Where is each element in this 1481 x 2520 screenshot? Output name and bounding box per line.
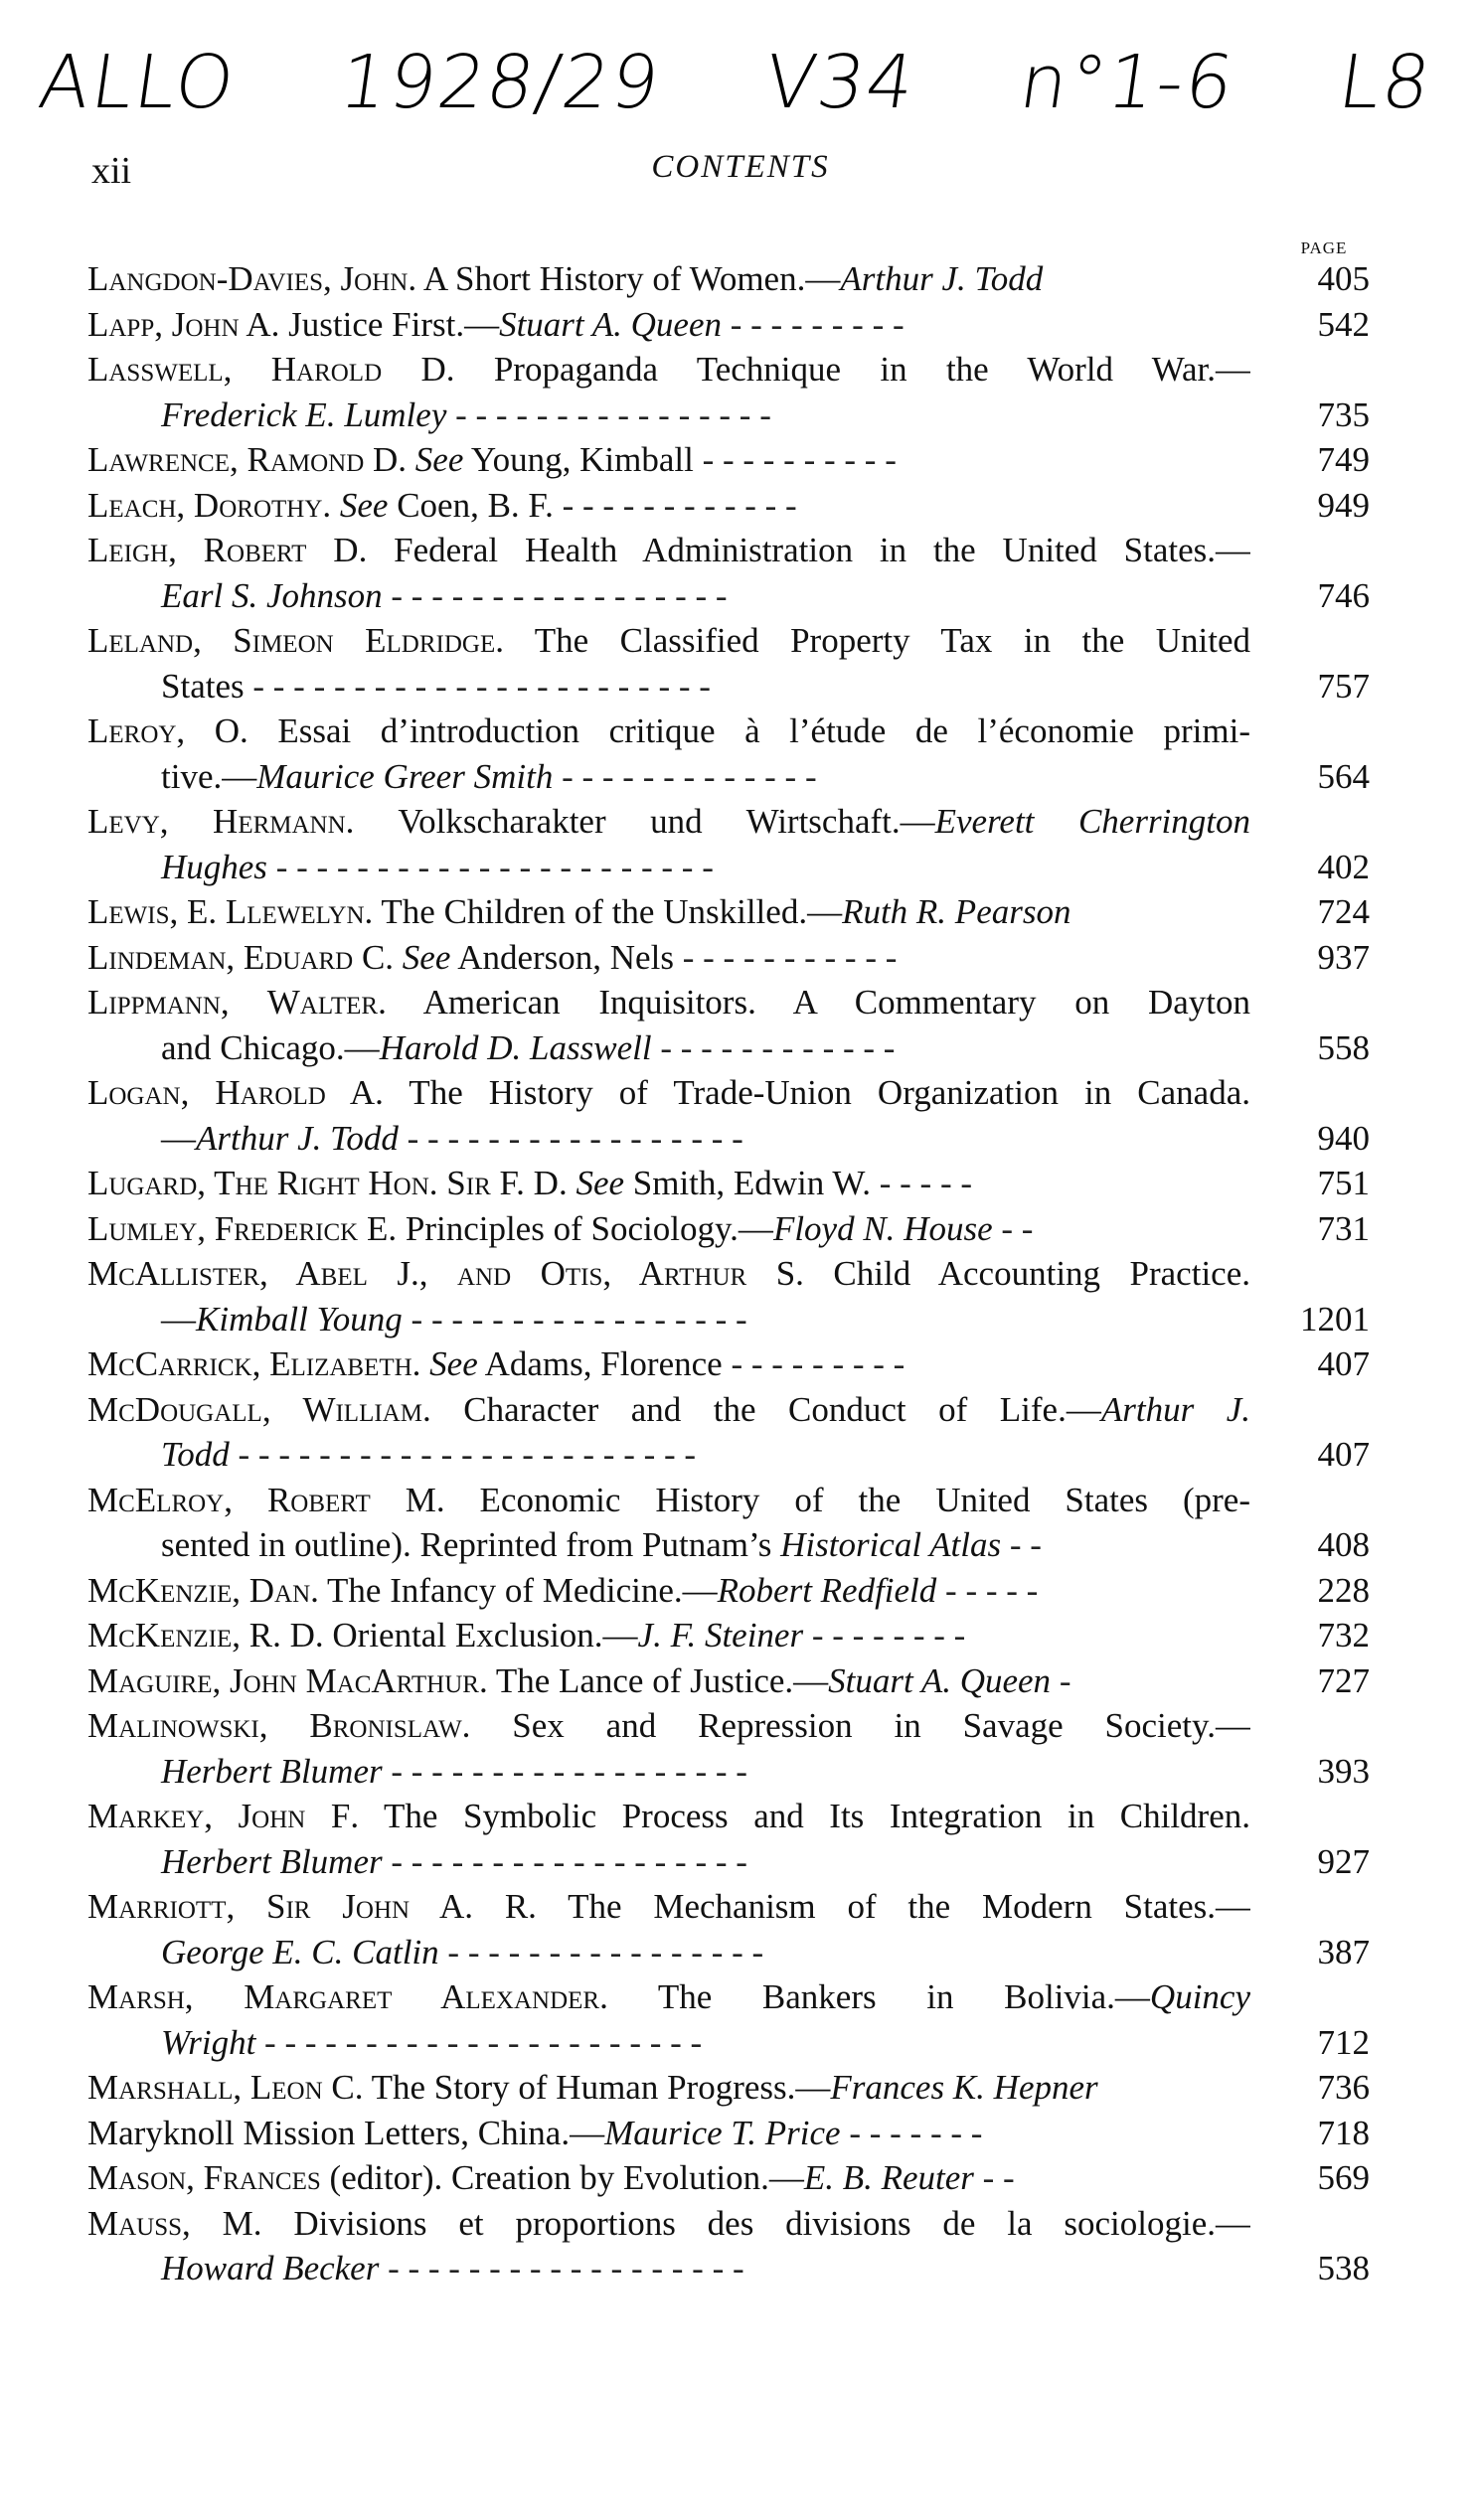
toc-entry-text [87, 1297, 1280, 1342]
toc-entry [87, 1478, 1370, 1568]
toc-line [87, 1930, 1370, 1975]
page-number: 407 [1317, 1344, 1370, 1383]
title-text: . The Story of Human Progress.— [354, 2068, 831, 2107]
title-text: . A Short History of Women.— [408, 259, 841, 298]
toc-entry [87, 709, 1370, 799]
toc-line [87, 1703, 1370, 1749]
reviewer-name: Stuart A. Queen [499, 304, 722, 344]
page-number: 735 [1317, 394, 1370, 434]
toc-entry-text [87, 2020, 1280, 2066]
toc-entry-text [87, 1341, 1250, 1387]
page-number: 538 [1317, 2249, 1370, 2287]
toc-entry [87, 2155, 1370, 2201]
title-text: Adams, Florence [477, 1344, 723, 1383]
toc-entry [87, 1658, 1370, 1704]
toc-entry-text [87, 1161, 1250, 1206]
author-name: Mason, Frances [87, 2158, 321, 2197]
toc-entry-text [87, 573, 1280, 619]
toc-entry-text [87, 1478, 1250, 1523]
leader-dots: - - - - - - - [840, 2113, 983, 2152]
reviewer-name: Maurice Greer Smith [256, 756, 554, 796]
author-name: Lasswell, Harold D [87, 350, 446, 389]
toc-entry [87, 618, 1370, 709]
reviewer-name: Hughes [161, 847, 267, 886]
page-number: 757 [1317, 666, 1370, 706]
toc-line [87, 347, 1370, 393]
reviewer-name: Arthur J. Todd [196, 1118, 399, 1158]
title-text: . Essai d’introduction critique à l’étude de l’économie primi- [240, 711, 1250, 750]
title-text: . The Lance of Justice.— [478, 1660, 829, 1700]
reviewer-name: Earl S. Johnson [161, 575, 383, 615]
author-name: Logan, Harold A [87, 1073, 376, 1112]
toc-entry-text [87, 935, 1250, 981]
toc-entry-text [87, 1432, 1280, 1478]
toc-entry-text [87, 1658, 1250, 1704]
title-text: . [398, 440, 415, 479]
leader-dots: - - - - - - - - - - - - - - - - - - - - - - - [244, 666, 711, 706]
reviewer-name: Todd [161, 1435, 230, 1474]
toc-line [87, 528, 1370, 573]
author-name: Lapp, John A [87, 304, 271, 344]
reviewer-name: Ruth R. Pearson [842, 892, 1071, 931]
toc-entry [87, 889, 1370, 935]
toc-entry [87, 1387, 1370, 1478]
leader-dots: - - - - - - - - [803, 1616, 966, 1654]
toc-entry [87, 1206, 1370, 1252]
toc-entry-text [87, 1613, 1250, 1658]
leader-dots: - - - - - - - - - - - - - - - - - - - - - - [266, 847, 714, 886]
page-folio: xii [91, 150, 132, 192]
title-text: . The Mechanism of the Modern States.— [528, 1887, 1250, 1926]
toc-line [87, 2020, 1370, 2066]
toc-line [87, 2111, 1370, 2156]
toc-entry-text [87, 1703, 1250, 1749]
title-text: . Character and the Conduct of Life.— [421, 1389, 1101, 1429]
toc-entry-text [87, 393, 1280, 438]
title-text: Anderson, Nels [450, 937, 674, 977]
reviewer-name: Quincy [1149, 1977, 1250, 2016]
leader-dots: - - - - - - - - - - - - - - - - [438, 1932, 764, 1971]
toc-entry-text [87, 889, 1250, 935]
leader-dots: - - [1001, 1525, 1042, 1564]
toc-line [87, 2201, 1370, 2247]
page-number: 736 [1317, 2068, 1370, 2107]
reviewer-name: Herbert Blumer [161, 1751, 383, 1791]
reviewer-name: See [414, 440, 464, 479]
toc-line [87, 935, 1370, 981]
reviewer-name: Stuart A. Queen [828, 1660, 1052, 1700]
toc-entry [87, 935, 1370, 981]
reviewer-name: J. F. Steiner [637, 1616, 804, 1654]
toc-entry-text [87, 1206, 1250, 1252]
leader-dots: - - - - - - - - - - - - - - - - - - [379, 2249, 744, 2287]
toc-entry [87, 1703, 1370, 1794]
toc-entry-text [87, 347, 1250, 393]
title-text: Maryknoll Mission Letters, China.— [87, 2113, 605, 2152]
toc-entry-text [87, 1930, 1280, 1975]
toc-line [87, 1613, 1370, 1658]
toc-line [87, 256, 1370, 302]
toc-entry-text [87, 618, 1250, 664]
author-name: Marriott, Sir John A. R [87, 1887, 529, 1926]
author-name: Malinowski, Bronislaw [87, 1706, 462, 1745]
toc-entry-text [87, 2065, 1250, 2111]
toc-entry [87, 2111, 1370, 2156]
toc-entry-text [87, 1839, 1280, 1885]
toc-entry [87, 1884, 1370, 1974]
page-number: 1201 [1300, 1299, 1370, 1339]
toc-entry [87, 1070, 1370, 1161]
toc-line [87, 437, 1370, 483]
toc-entry [87, 1251, 1370, 1341]
title-text: Smith, Edwin W. [624, 1164, 871, 1202]
toc-entry-text [87, 2155, 1250, 2201]
toc-entry-text [87, 2111, 1250, 2156]
title-text: . The Children of the Unskilled.— [364, 892, 843, 931]
page-number: 564 [1317, 756, 1370, 796]
author-name: Lindeman, Eduard C [87, 937, 386, 977]
toc-entry-text [87, 709, 1250, 754]
leader-dots: - - - - - - - - - - - - - - - - - - - - - - [255, 2022, 703, 2062]
page-number: 927 [1317, 1841, 1370, 1881]
toc-entry-text [87, 1884, 1250, 1930]
toc-entry [87, 1613, 1370, 1658]
page-number: 402 [1317, 847, 1370, 886]
author-name: McElroy, Robert M [87, 1480, 436, 1519]
reviewer-name: Floyd N. House [772, 1208, 993, 1248]
toc-line [87, 1884, 1370, 1930]
handwritten-mark: n°1-6 [1014, 40, 1240, 125]
author-name: Lewis, E. Llewelyn [87, 892, 365, 931]
toc-entry [87, 1161, 1370, 1206]
title-text: . The Infancy of Medicine.— [310, 1570, 718, 1610]
page-number: 408 [1317, 1525, 1370, 1564]
leader-dots: - - - - - - - - - - - - - - - - - - [382, 1751, 747, 1791]
toc-entry-text [87, 483, 1250, 529]
title-text: (editor). Creation by Evolution.— [320, 2158, 804, 2197]
leader-dots: - - - - - - - - - - - - - [553, 756, 817, 796]
leader-dots: - - - - - - - - - - [693, 440, 897, 479]
author-name: Leigh, Robert D [87, 531, 359, 569]
toc-line [87, 664, 1370, 709]
leader-dots: - [1051, 1660, 1071, 1700]
toc-entry-text [87, 2246, 1280, 2291]
title-text: . [385, 937, 403, 977]
toc-entry [87, 347, 1370, 437]
author-name: McCarrick, Elizabeth [87, 1344, 412, 1383]
toc-entry [87, 799, 1370, 889]
page-number: 940 [1317, 1118, 1370, 1158]
toc-entry-text [87, 302, 1250, 348]
toc-line [87, 799, 1370, 845]
toc-entry-text [87, 1522, 1280, 1568]
toc-line [87, 2155, 1370, 2201]
reviewer-name: See [402, 937, 451, 977]
title-text: . The Symbolic Process and Its Integration in Children. [350, 1797, 1250, 1835]
leader-dots: - - - - - [870, 1164, 973, 1202]
toc-line [87, 2065, 1370, 2111]
reviewer-name: Harold D. Lasswell [379, 1027, 652, 1067]
reviewer-name: George E. C. Catlin [161, 1932, 439, 1971]
toc-line [87, 1025, 1370, 1071]
title-text: . Federal Health Administration in the United States.— [358, 531, 1250, 569]
page-number: 724 [1317, 892, 1370, 931]
toc-line [87, 1161, 1370, 1206]
toc-entry [87, 2201, 1370, 2291]
toc-entry [87, 1568, 1370, 1614]
leader-dots: - - [973, 2158, 1015, 2197]
toc-entry-text [87, 799, 1250, 845]
page-number: 393 [1317, 1751, 1370, 1791]
toc-entry-text [87, 1387, 1250, 1433]
toc-line [87, 1297, 1370, 1342]
handwritten-call-number [34, 40, 1437, 125]
toc-line [87, 573, 1370, 619]
toc-entry-text [87, 845, 1280, 890]
page-number: 405 [1317, 259, 1370, 298]
toc-entry-text [87, 1749, 1280, 1795]
toc-entry [87, 528, 1370, 618]
reviewer-name: See [576, 1164, 625, 1202]
toc-entry [87, 1974, 1370, 2065]
toc-line [87, 393, 1370, 438]
author-name: Leland, Simeon Eldridge [87, 621, 496, 660]
title-text: — [161, 1118, 196, 1158]
toc-entry-text [87, 256, 1250, 302]
author-name: McKenzie, R. D [87, 1616, 315, 1654]
author-name: Marshall, Leon C [87, 2068, 355, 2107]
toc-line [87, 1206, 1370, 1252]
handwritten-mark: V34 [759, 40, 921, 125]
title-text: . Volkscharakter und Wirtschaft.— [345, 802, 935, 841]
reviewer-name: Kimball Young [196, 1299, 403, 1339]
handwritten-mark: ALLO [33, 40, 242, 125]
author-name: McDougall, William [87, 1389, 422, 1429]
title-text: . American Inquisitors. A Commentary on Dayton [378, 983, 1250, 1022]
author-name: Lugard, The Right Hon. Sir F. D [87, 1164, 559, 1202]
page-number: 569 [1317, 2158, 1370, 2197]
toc-line [87, 618, 1370, 664]
leader-dots: - - - - - - - - - - - - - - - - - [382, 575, 728, 615]
toc-line [87, 1432, 1370, 1478]
author-name: Maguire, John MacArthur [87, 1660, 479, 1700]
page-number: 731 [1317, 1208, 1370, 1248]
title-text: . Principles of Sociology.— [388, 1208, 773, 1248]
title-text: sented in outline). Reprinted from Putnam’s [161, 1525, 781, 1564]
toc-line [87, 709, 1370, 754]
leader-dots: - - - - - - - - - [722, 1344, 905, 1383]
toc-line [87, 1522, 1370, 1568]
toc-entry [87, 302, 1370, 348]
page-number: 732 [1317, 1616, 1370, 1654]
reviewer-name: Wright [161, 2022, 256, 2062]
toc-line [87, 1341, 1370, 1387]
toc-entry-text [87, 754, 1280, 800]
author-name: McKenzie, Dan [87, 1570, 311, 1610]
toc-line [87, 1658, 1370, 1704]
toc-entry-text [87, 1025, 1280, 1071]
page-number: 751 [1317, 1164, 1370, 1202]
author-name: Levy, Hermann [87, 802, 346, 841]
title-text: States [161, 666, 245, 706]
toc-line [87, 1251, 1370, 1297]
contents-list [87, 256, 1370, 2291]
toc-line [87, 1974, 1370, 2020]
reviewer-name: Everett Cherrington [934, 802, 1250, 841]
leader-dots: - - - - - - - - - - - - - - - - [446, 394, 771, 434]
author-name: Lawrence, Ramond D [87, 440, 399, 479]
author-name: Markey, John F [87, 1797, 351, 1835]
author-name: Leach, Dorothy [87, 485, 323, 525]
page-number: 749 [1317, 440, 1370, 479]
reviewer-name: Herbert Blumer [161, 1841, 383, 1881]
toc-entry-text [87, 1070, 1250, 1116]
title-text: . The History of Trade-Union Organization in Canada. [375, 1073, 1250, 1112]
page-number: 712 [1317, 2022, 1370, 2062]
page-column-label: PAGE [1300, 238, 1348, 257]
reviewer-name: Robert Redfield [717, 1570, 937, 1610]
handwritten-mark: 1928/29 [334, 40, 667, 125]
title-text: . Propaganda Technique in the World War.— [445, 350, 1250, 389]
author-name: Lumley, Frederick E [87, 1208, 389, 1248]
reviewer-name: Historical Atlas [780, 1525, 1002, 1564]
author-name: Leroy, O [87, 711, 241, 750]
toc-entry-text [87, 1974, 1250, 2020]
title-text: . Economic History of the United States (pre- [435, 1480, 1250, 1519]
toc-entry [87, 437, 1370, 483]
leader-dots: - - - - - - - - - - - - [651, 1027, 896, 1067]
title-text: . Divisions et proportions des divisions de la sociologie.— [252, 2203, 1250, 2243]
page-number: 558 [1317, 1027, 1370, 1067]
reviewer-name: E. B. Reuter [803, 2158, 974, 2197]
toc-line [87, 1478, 1370, 1523]
toc-entry [87, 483, 1370, 529]
page-number: 937 [1317, 937, 1370, 977]
toc-entry-text [87, 1251, 1250, 1297]
title-text: Coen, B. F. [388, 485, 554, 525]
toc-entry-text [87, 1794, 1250, 1839]
page-number: 407 [1317, 1435, 1370, 1474]
page-number: 718 [1317, 2113, 1370, 2152]
toc-line [87, 1070, 1370, 1116]
toc-entry-text [87, 2201, 1250, 2247]
author-name: Langdon-Davies, John [87, 259, 409, 298]
toc-entry [87, 256, 1370, 302]
toc-line [87, 845, 1370, 890]
toc-entry-text [87, 664, 1280, 709]
reviewer-name: Howard Becker [161, 2249, 380, 2287]
reviewer-name: Maurice T. Price [604, 2113, 841, 2152]
reviewer-name: Arthur J. Todd [840, 259, 1044, 298]
toc-line [87, 1387, 1370, 1433]
leader-dots: - - - - - - - - - - - - - - - - - - [382, 1841, 747, 1881]
toc-line [87, 1794, 1370, 1839]
running-head: CONTENTS [651, 149, 830, 185]
page-number: 727 [1317, 1660, 1370, 1700]
title-text: . [558, 1164, 576, 1202]
toc-line [87, 2246, 1370, 2291]
toc-entry [87, 2065, 1370, 2111]
toc-line [87, 483, 1370, 529]
toc-line [87, 754, 1370, 800]
toc-line [87, 1116, 1370, 1162]
author-name: Lippmann, Walter [87, 983, 379, 1022]
leader-dots: - - - - - - - - - - - - [553, 485, 797, 525]
title-text: tive.— [161, 756, 257, 796]
page-number: 387 [1317, 1932, 1370, 1971]
title-text: . Sex and Repression in Savage Society.— [461, 1706, 1250, 1745]
title-text: and Chicago.— [161, 1027, 380, 1067]
toc-entry [87, 1794, 1370, 1884]
handwritten-mark: L8 [1333, 40, 1438, 125]
toc-entry-text [87, 980, 1250, 1025]
toc-entry [87, 980, 1370, 1070]
title-text: . Oriental Exclusion.— [314, 1616, 638, 1654]
page-number: 542 [1317, 304, 1370, 344]
reviewer-name: See [429, 1344, 478, 1383]
toc-entry-text [87, 437, 1250, 483]
toc-line [87, 1839, 1370, 1885]
leader-dots: - - [992, 1208, 1034, 1248]
toc-line [87, 1749, 1370, 1795]
title-text: . [411, 1344, 430, 1383]
leader-dots: - - - - - [936, 1570, 1039, 1610]
reviewer-name: Arthur J. [1100, 1389, 1250, 1429]
leader-dots: - - - - - - - - - - - [673, 937, 898, 977]
leader-dots: - - - - - - - - - [722, 304, 905, 344]
title-text: . Child Accounting Practice. [795, 1254, 1250, 1293]
title-text: — [161, 1299, 196, 1339]
toc-line [87, 302, 1370, 348]
toc-line [87, 889, 1370, 935]
toc-entry-text [87, 1568, 1250, 1614]
toc-entry-text [87, 1116, 1280, 1162]
author-name: Marsh, Margaret Alexander [87, 1977, 600, 2016]
toc-line [87, 1568, 1370, 1614]
leader-dots: - - - - - - - - - - - - - - - - - - - - - - - [229, 1435, 697, 1474]
reviewer-name: See [339, 485, 389, 525]
title-text: . Justice First.— [270, 304, 500, 344]
title-text: . [322, 485, 340, 525]
title-text: . The Classified Property Tax in the United [495, 621, 1250, 660]
leader-dots: - - - - - - - - - - - - - - - - - [402, 1299, 747, 1339]
page-number: 949 [1317, 485, 1370, 525]
toc-line [87, 980, 1370, 1025]
page-number: 228 [1317, 1570, 1370, 1610]
reviewer-name: Frederick E. Lumley [161, 394, 447, 434]
author-name: McAllister, Abel J., and Otis, Arthur S [87, 1254, 796, 1293]
author-name: Mauss, M [87, 2203, 253, 2243]
title-text: Young, Kimball [463, 440, 694, 479]
page-number: 746 [1317, 575, 1370, 615]
leader-dots: - - - - - - - - - - - - - - - - - [398, 1118, 743, 1158]
reviewer-name: Frances K. Hepner [830, 2068, 1098, 2107]
title-text: . The Bankers in Bolivia.— [599, 1977, 1150, 2016]
toc-entry-text [87, 528, 1250, 573]
toc-entry [87, 1341, 1370, 1387]
